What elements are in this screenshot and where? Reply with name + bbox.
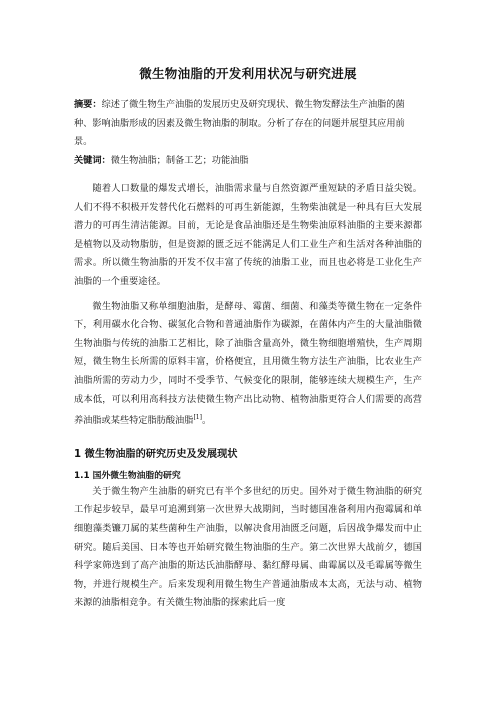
paper-title: 微生物油脂的开发利用状况与研究进展	[139, 66, 357, 81]
section-1-heading: 1 微生物油脂的研究历史及发展现状	[74, 448, 238, 460]
keywords-text: 微生物油脂；制备工艺；功能油脂	[110, 154, 249, 166]
section-1-1-heading: 1.1 国外微生物油脂的研究	[74, 470, 181, 481]
section-1-1-paragraph: 关于微生物产生油脂的研究已有半个多世纪的历史。国外对于微生物油脂的研究工作起步较早，最早可追溯到第一次世界大战期间，当时德国准备利用内孢霉属和单细胞藻类镰刀属的某些菌种生产油脂，以解决食用油匮乏问题，后因战争爆发而中止研究。随后美国、日本等也开始研究微生物油脂的生产。第二次世界大战前夕，德国科学家筛选到了高产油脂的斯达氏油脂酵母、黏红酵母属、曲霉属以及毛霉属等微生物，并进行规模生产。后来发现利用微生物生产普通油脂成本太高，无法与动、植物来源的油脂相竞争。有关微生物油脂的探索此后一度	[74, 485, 422, 609]
citation-ref[interactable]: [1]	[193, 414, 202, 422]
abstract-label: 摘要：	[74, 99, 102, 110]
intro-paragraph-2-text: 微生物油脂又称单细胞油脂，是酵母、霉菌、细菌、和藻类等微生物在一定条件下，利用碳水化合物、碳氢化合物和普通油脂作为碳源，在菌体内产生的大量油脂微生物油脂与传统的油脂工艺相比，除了油脂含量高外，微生物细胞增殖快，生产周期短，微生物生长所需的原料丰富，价格便宜，且用微生物方法生产油脂，比农业生产油脂所需的劳动力少，同时不受季节、气候变化的限制，能够连续大规模生产，生产成本低，可以利用高科技方法使微生物产出比动物、植物油脂更符合人们需要的高营养油脂或某些特定脂肪酸油脂	[74, 300, 422, 427]
intro-paragraph-1: 随着人口数量的爆发式增长，油脂需求量与自然资源严重短缺的矛盾日益尖锐。人们不得不积极开发替代化石燃料的可再生新能源，生物柴油就是一种具有巨大发展潜力的可再生清洁能源。目前，无论是食品油脂还是生物柴油原料油脂的主要来源都是植物以及动物脂肪，但是资源的匮乏远不能满足人们工业生产和生活对各种油脂的需求。所以微生物油脂的开发不仅丰富了传统的油脂工业，而且也必将是工业化生产油脂的一个重要途径。	[74, 183, 422, 287]
intro-paragraph-2	[74, 298, 422, 431]
abstract	[74, 96, 422, 152]
intro-paragraph-2-tail: 。	[201, 415, 212, 427]
keywords	[74, 152, 422, 171]
keywords-label: 关键词：	[74, 154, 111, 166]
abstract-text: 综述了微生物生产油脂的发展历史及研究现状、微生物发酵法生产油脂的菌种、影响油脂形成的因素及微生物油脂的制取。分析了存在的问题并展望其应用前景。	[74, 99, 405, 147]
